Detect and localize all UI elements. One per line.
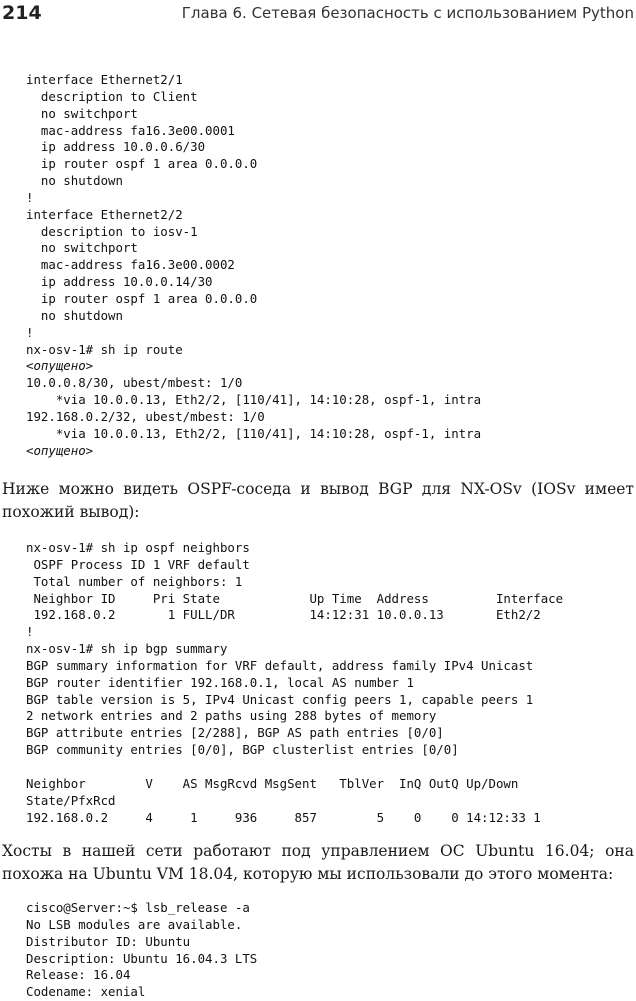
code-line: !	[26, 189, 34, 205]
code-line: mac-address fa16.3e00.0001	[26, 122, 235, 138]
code-line: BGP community entries [0/0], BGP clusterlist entries [0/0]	[26, 742, 459, 758]
code-line: no switchport	[26, 240, 138, 256]
code-line: interface Ethernet2/2	[26, 206, 183, 222]
code-line: State/PfxRcd	[26, 792, 116, 808]
code-line: *via 10.0.0.13, Eth2/2, [110/41], 14:10:28, ospf-1, intra	[26, 392, 482, 408]
code-line: ip router ospf 1 area 0.0.0.0	[26, 290, 258, 306]
code-line: 192.168.0.2 1 FULL/DR 14:12:31 10.0.0.13 Eth2/2	[26, 607, 541, 623]
code-line	[26, 759, 563, 776]
code-line: Description: Ubuntu 16.04.3 LTS	[26, 950, 258, 966]
code-line: Total number of neighbors: 1	[26, 573, 243, 589]
code-line: description to iosv-1	[26, 223, 198, 239]
code-line: No LSB modules are available.	[26, 916, 243, 932]
code-line: 10.0.0.8/30, ubest/mbest: 1/0	[26, 375, 243, 391]
code-line: 2 network entries and 2 paths using 288 bytes of memory	[26, 708, 437, 724]
code-line: BGP table version is 5, IPv4 Unicast config peers 1, capable peers 1	[26, 691, 534, 707]
code-line: no shutdown	[26, 173, 123, 189]
code-line: BGP attribute entries [2/288], BGP AS path entries [0/0]	[26, 725, 444, 741]
code-line: *via 10.0.0.13, Eth2/2, [110/41], 14:10:28, ospf-1, intra	[26, 425, 482, 441]
code-line: BGP summary information for VRF default, address family IPv4 Unicast	[26, 657, 534, 673]
code-line: ip address 10.0.0.14/30	[26, 274, 213, 290]
code-block-ospf-bgp-output	[26, 540, 563, 826]
code-line: nx-osv-1# sh ip bgp summary	[26, 641, 228, 657]
code-line: Neighbor ID Pri State Up Time Address Interface	[26, 590, 564, 606]
code-line: !	[26, 324, 34, 340]
code-line: Neighbor V AS MsgRcvd MsgSent TblVer InQ OutQ Up/Down	[26, 775, 519, 791]
code-line: ip address 10.0.0.6/30	[26, 139, 206, 155]
code-line: Distributor ID: Ubuntu	[26, 933, 191, 949]
code-line: <опущено>	[26, 442, 94, 458]
running-head: Глава 6. Сетевая безопасность с использованием Python	[181, 4, 634, 22]
code-line: description to Client	[26, 88, 198, 104]
code-line: cisco@Server:~$ lsb_release -a	[26, 900, 250, 915]
code-line: interface Ethernet2/1	[26, 72, 183, 87]
code-line: Codename: xenial	[26, 984, 146, 1000]
page-header	[0, 0, 636, 30]
code-line: 192.168.0.2 4 1 936 857 5 0 0 14:12:33 1	[26, 809, 541, 825]
code-line: nx-osv-1# sh ip route	[26, 341, 183, 357]
code-line: nx-osv-1# sh ip ospf neighbors	[26, 540, 250, 555]
code-line: BGP router identifier 192.168.0.1, local AS number 1	[26, 674, 414, 690]
code-line: ip router ospf 1 area 0.0.0.0	[26, 156, 258, 172]
code-line: !	[26, 624, 34, 640]
page-number: 214	[2, 2, 42, 24]
code-line: no switchport	[26, 105, 138, 121]
code-line: 192.168.0.2/32, ubest/mbest: 1/0	[26, 408, 265, 424]
code-line: no shutdown	[26, 307, 123, 323]
code-line: OSPF Process ID 1 VRF default	[26, 556, 250, 572]
code-line: Release: 16.04	[26, 967, 131, 983]
code-line: <опущено>	[26, 358, 94, 374]
code-block-config-and-routes	[26, 72, 481, 459]
paragraph-ubuntu-hosts: Хосты в нашей сети работают под управлением ОС Ubuntu 16.04; она похожа на Ubuntu VM 18.04, которую мы использовали до этого момента:	[2, 842, 634, 883]
code-line: mac-address fa16.3e00.0002	[26, 257, 235, 273]
paragraph-ospf-bgp-intro: Ниже можно видеть OSPF-соседа и вывод BGP для NX-OSv (IOSv имеет похожий вывод):	[2, 480, 634, 521]
code-block-lsb-release	[26, 900, 257, 1001]
